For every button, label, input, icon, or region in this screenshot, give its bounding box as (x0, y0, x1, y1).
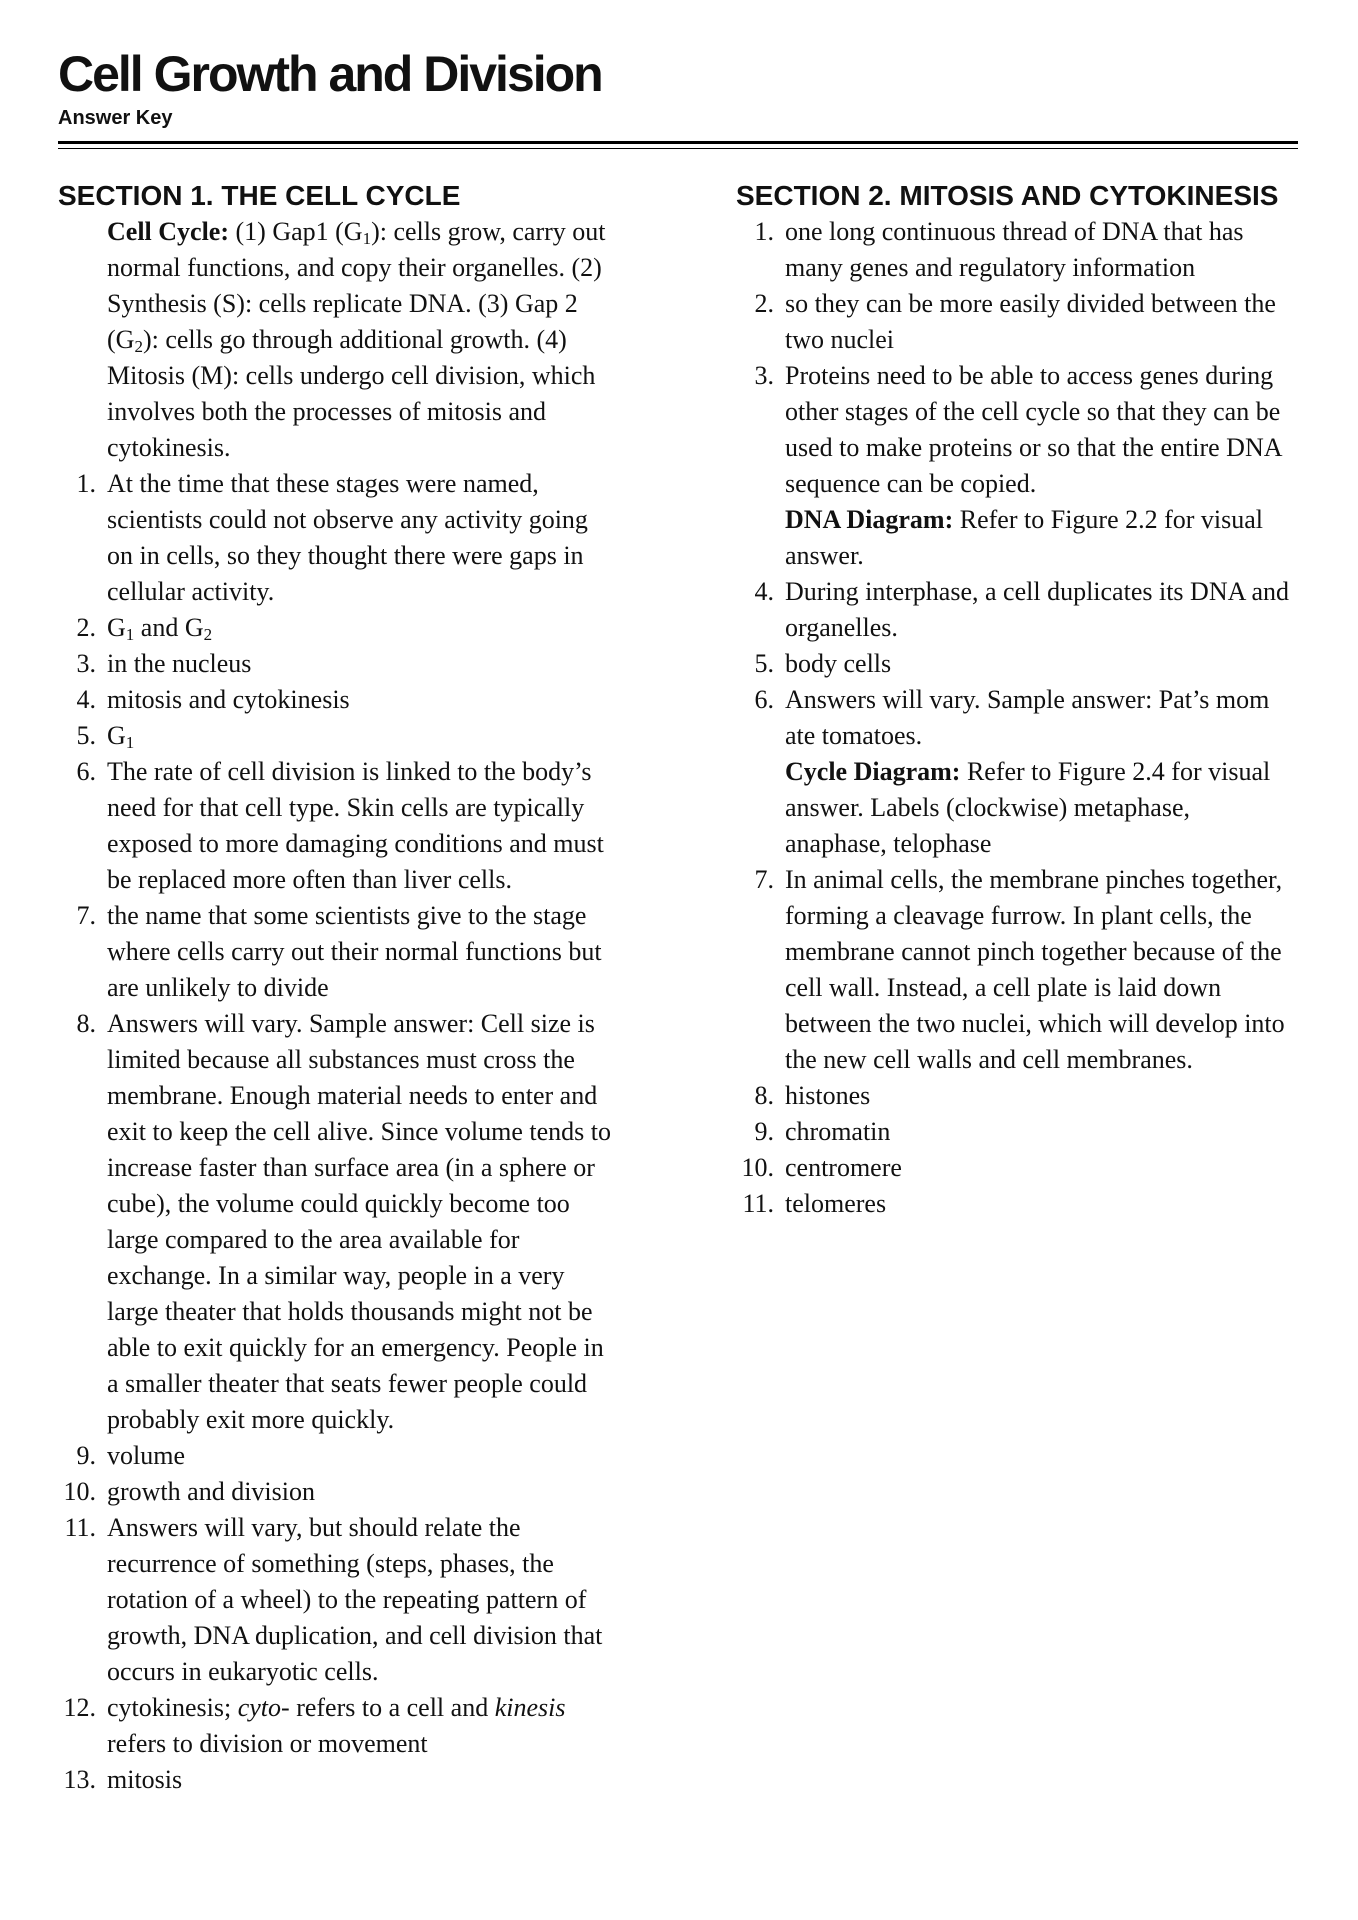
cell-cycle-intro: Cell Cycle: (1) Gap1 $(G_1)$: cells grow, carry out normal functions, and copy their organelles. (2) Synthesis (S): cells replicate DNA. (3) Gap 2 $(G_2)$: cells go through additional growth. (4) Mitosis (M): cells undergo cell division, which involves both the processes of mitosis and cytokinesis. (107, 217, 606, 462)
list-item: 5. body cells (754, 649, 892, 678)
list-item: 4. During interphase, a cell duplicates its DNA and organelles. (754, 577, 1289, 642)
list-item: 13. mitosis (63, 1765, 183, 1794)
list-item: 7. In animal cells, the membrane pinches together, forming a cleavage furrow. In plant cells, the membrane cannot pinch together because of the cell wall. Instead, a cell plate is laid down between the two nuclei, which will develop into the new cell walls and cell membranes. (754, 865, 1285, 1074)
list-item: 4. mitosis and cytokinesis (76, 685, 350, 714)
list-item: 8. histones (754, 1081, 871, 1110)
intro-label: Cell Cycle: (107, 217, 230, 246)
header-rule-thick (58, 141, 1298, 144)
list-item: 2. so they can be more easily divided between the two nuclei (754, 289, 1276, 354)
list-item: 8. Answers will vary. Sample answer: Cell size is limited because all substances must cross the membrane. Enough material needs to enter and exit to keep the cell alive. Since volume tends to increase faster than surface area (in a sphere or cube), the volume could quickly become too large compared to the area available for exchange. In a similar way, people in a very large theater that holds thousands might not be able to exit quickly for an emergency. People in a smaller theater that seats fewer people could probably exit more quickly. (76, 1009, 611, 1434)
section-1-answer-list (58, 466, 618, 1798)
dna-diagram-label: DNA Diagram: (785, 505, 954, 534)
list-item: 12. cytokinesis; cyto- refers to a cell and kinesis refers to division or movement (63, 1693, 566, 1758)
list-item: 3. Proteins need to be able to access genes during other stages of the cell cycle so that they can be used to make proteins or so that the entire DNA sequence can be copied. DNA Diagram: Refer to Figure 2.2 for visual answer. (754, 361, 1282, 570)
list-item: 2. $G_1$ and $G_2$ (76, 613, 213, 644)
list-item: 6. Answers will vary. Sample answer: Pat’s mom ate tomatoes. Cycle Diagram: Refer to Figure 2.4 for visual answer. Labels (clockwise) metaphase, anaphase, telophase (754, 685, 1271, 858)
list-item: 3. in the nucleus (76, 649, 252, 678)
header-rule-thin (58, 148, 1298, 149)
page-title: Cell Growth and Division (58, 46, 602, 102)
list-item: 11. telomeres (742, 1189, 887, 1218)
list-item: 1. At the time that these stages were named, scientists could not observe any activity going on in cells, so they thought there were gaps in cellular activity. (76, 469, 588, 606)
cycle-diagram-label: Cycle Diagram: (785, 757, 961, 786)
list-item: 11. Answers will vary, but should relate the recurrence of something (steps, phases, the rotation of a wheel) to the repeating pattern of growth, DNA duplication, and cell division that occurs in eukaryotic cells. (64, 1513, 603, 1686)
answer-key-page (58, 0, 1298, 1920)
list-item: 6. The rate of cell division is linked to the body’s need for that cell type. Skin cells are typically exposed to more damaging conditions and must be replaced more often than liver cells. (76, 757, 604, 894)
section-2-column (736, 178, 1298, 1222)
list-item: 7. the name that some scientists give to the stage where cells carry out their normal functions but are unlikely to divide (76, 901, 602, 1002)
section-2-answer-list (736, 214, 1298, 1222)
list-item: 10. growth and division (63, 1477, 315, 1506)
list-item: 1. one long continuous thread of DNA that has many genes and regulatory information (754, 217, 1244, 282)
section-1-heading: SECTION 1. THE CELL CYCLE (58, 180, 461, 211)
list-item: 9. volume (76, 1441, 185, 1470)
section-1-column (58, 178, 618, 1798)
page-subtitle: Answer Key (58, 107, 173, 129)
list-item: 9. chromatin (754, 1117, 891, 1146)
section-2-heading: SECTION 2. MITOSIS AND CYTOKINESIS (736, 180, 1279, 211)
list-item: 10. centromere (741, 1153, 902, 1182)
list-item: 5. $G_1$ (76, 721, 135, 752)
